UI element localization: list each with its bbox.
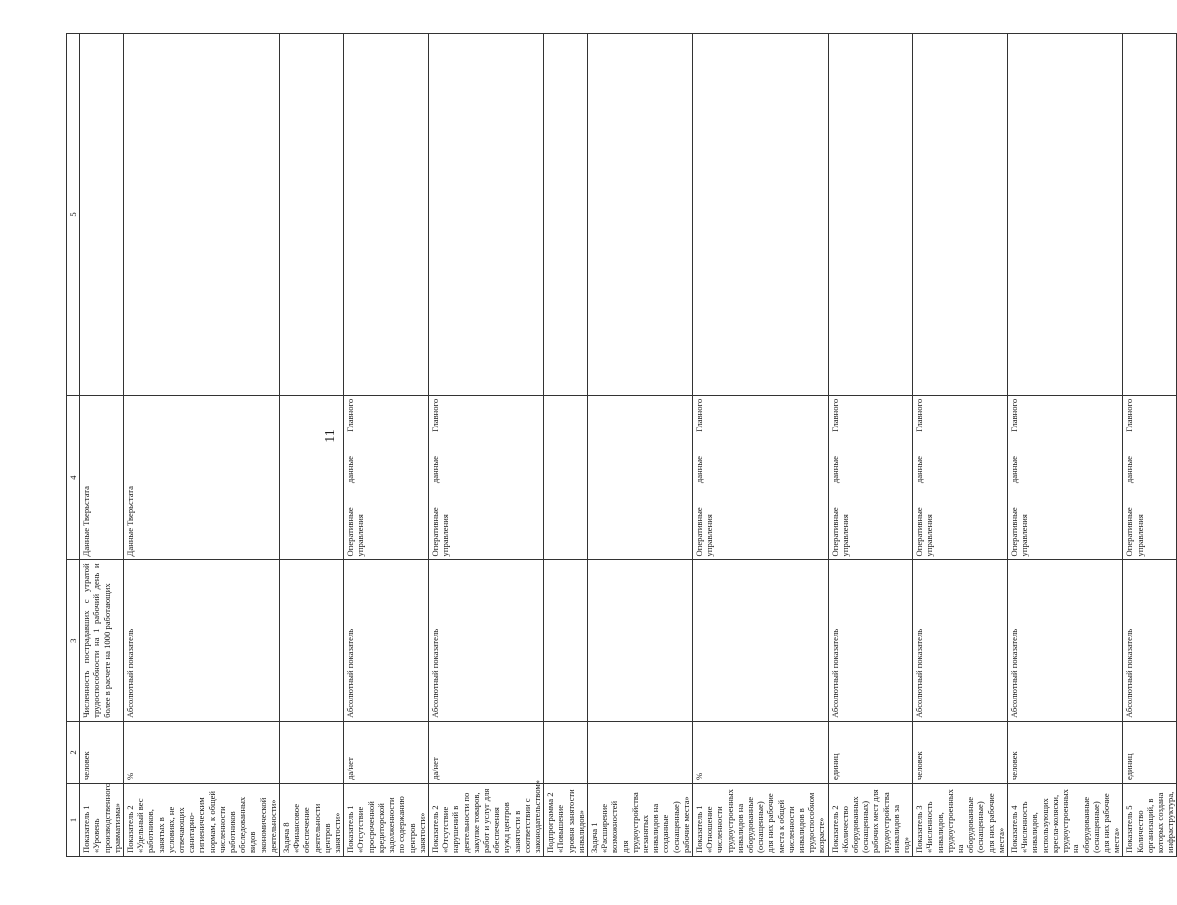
table-cell-col3: Абсолютный показатель <box>828 560 913 721</box>
table-cell-col3: Абсолютный показатель <box>428 560 543 721</box>
table-cell-col3: Абсолютный показатель <box>1008 560 1123 721</box>
table-cell-col2 <box>544 721 588 783</box>
rotated-table-container <box>66 33 1176 857</box>
table-cell-col1: Показатель 1 «Уровень производственного травматизма» <box>80 784 124 857</box>
table-cell-col5 <box>80 34 124 396</box>
table-cell-col4: Оперативные данные Главного управления <box>913 395 1008 560</box>
table-cell-col2: да/нет <box>344 721 429 783</box>
header-cell-1: 1 <box>67 784 80 857</box>
header-cell-4: 4 <box>67 395 80 560</box>
table-row <box>344 34 429 857</box>
table-cell-col4: Оперативные данные Главного управления <box>692 395 828 560</box>
table-row <box>692 34 828 857</box>
table-row <box>280 34 344 857</box>
table-cell-col1: Задача 8 «Финансовое обеспечение деятельности центров занятости» <box>280 784 344 857</box>
table-cell-col2: % <box>692 721 828 783</box>
table-cell-col1: Показатель 2 «Удельный вес работников, занятых в условиях, не отвечающих санитарно-гигиеническим нормам, к общей численности работников обследованных видов экономической деятельности» <box>124 784 280 857</box>
table-cell-col1: Показатель 2 «Количество оборудованных (оснащенных) рабочих мест для трудоустройства инвалидов за год» <box>828 784 913 857</box>
table-cell-col4: Данные Тверьстата <box>124 395 280 560</box>
table-cell-col5 <box>828 34 913 396</box>
table-cell-col1: Показатель 3 «Численность инвалидов, трудоустроенных на оборудованные (оснащенные) для них рабочие места» <box>913 784 1008 857</box>
table-row <box>80 34 124 857</box>
table-cell-col3: Абсолютный показатель <box>344 560 429 721</box>
indicators-table <box>66 33 1177 857</box>
table-cell-col3 <box>587 560 692 721</box>
header-row <box>67 34 80 857</box>
table-cell-col3 <box>692 560 828 721</box>
table-cell-col5 <box>1123 34 1177 396</box>
table-cell-col5 <box>692 34 828 396</box>
table-cell-col2: человек <box>913 721 1008 783</box>
table-cell-col1: Подпрограмма 2 «Повышение уровня занятости инвалидов» <box>544 784 588 857</box>
table-cell-col4: Оперативные данные Главного управления <box>344 395 429 560</box>
table-cell-col2: человек <box>80 721 124 783</box>
table-cell-col4: Оперативные данные Главного управления <box>828 395 913 560</box>
table-cell-col3 <box>280 560 344 721</box>
table-cell-col4: Оперативные данные Главного управления <box>428 395 543 560</box>
table-row <box>428 34 543 857</box>
table-cell-col3: Численность пострадавших с утратой трудоспособности на 1 рабочий день и более в расчете на 1000 работающих <box>80 560 124 721</box>
table-cell-col5 <box>124 34 280 396</box>
table-cell-col5 <box>280 34 344 396</box>
table-cell-col2: % <box>124 721 280 783</box>
table-cell-col5 <box>587 34 692 396</box>
table-row <box>913 34 1008 857</box>
header-cell-2: 2 <box>67 721 80 783</box>
table-row <box>587 34 692 857</box>
table-cell-col1: Показатель 1 «Отношение численности трудоустроенных инвалидов на оборудованные (оснащенные) для них рабочие места к общей численности инвалидов в трудоспособном возрасте» <box>692 784 828 857</box>
table-cell-col1: Показатель 1 «Отсутствие просроченной кредиторской задолженности по содержанию центров занятости» <box>344 784 429 857</box>
table-cell-col2: да/нет <box>428 721 543 783</box>
table-cell-col1: Показатель 5 Количество организаций, в которых создана инфраструктура, <box>1123 784 1177 857</box>
table-cell-col1: Показатель 4 «Численность инвалидов, использующих кресла-коляски, трудоустроенных на оборудованные (оснащенные) для них рабочие места» <box>1008 784 1123 857</box>
table-cell-col5 <box>344 34 429 396</box>
table-cell-col3: Абсолютный показатель <box>1123 560 1177 721</box>
table-cell-col4: Оперативные данные Главного управления <box>1008 395 1123 560</box>
table-cell-col2 <box>587 721 692 783</box>
table-cell-col5 <box>1008 34 1123 396</box>
table-cell-col4 <box>587 395 692 560</box>
header-cell-5: 5 <box>67 34 80 396</box>
table-cell-col2: единиц <box>828 721 913 783</box>
table-cell-col5 <box>428 34 543 396</box>
table-cell-col3 <box>544 560 588 721</box>
table-cell-col3: Абсолютный показатель <box>124 560 280 721</box>
header-cell-3: 3 <box>67 560 80 721</box>
table-row <box>828 34 913 857</box>
table-row <box>1123 34 1177 857</box>
page-number: 11 <box>323 429 338 443</box>
table-cell-col2: единиц <box>1123 721 1177 783</box>
table-row <box>544 34 588 857</box>
table-cell-col3: Абсолютный показатель <box>913 560 1008 721</box>
table-cell-col1: Показатель 2 «Отсутствие нарушений в деятельности по закупке товаров, работ и услуг для обеспечения нужд центров занятости в соответствии с законодательством» <box>428 784 543 857</box>
table-cell-col4 <box>544 395 588 560</box>
table-cell-col5 <box>544 34 588 396</box>
table-row <box>124 34 280 857</box>
table-cell-col2: человек <box>1008 721 1123 783</box>
table-cell-col5 <box>913 34 1008 396</box>
table-cell-col1: Задача 1 «Расширение возможностей для трудоустройства незанятых инвалидов на созданные (оснащенные) рабочие места» <box>587 784 692 857</box>
table-cell-col4: Оперативные данные Главного управления <box>1123 395 1177 560</box>
table-cell-col4: Данные Тверьстата <box>80 395 124 560</box>
table-cell-col4 <box>280 395 344 560</box>
table-row <box>1008 34 1123 857</box>
table-cell-col2 <box>280 721 344 783</box>
